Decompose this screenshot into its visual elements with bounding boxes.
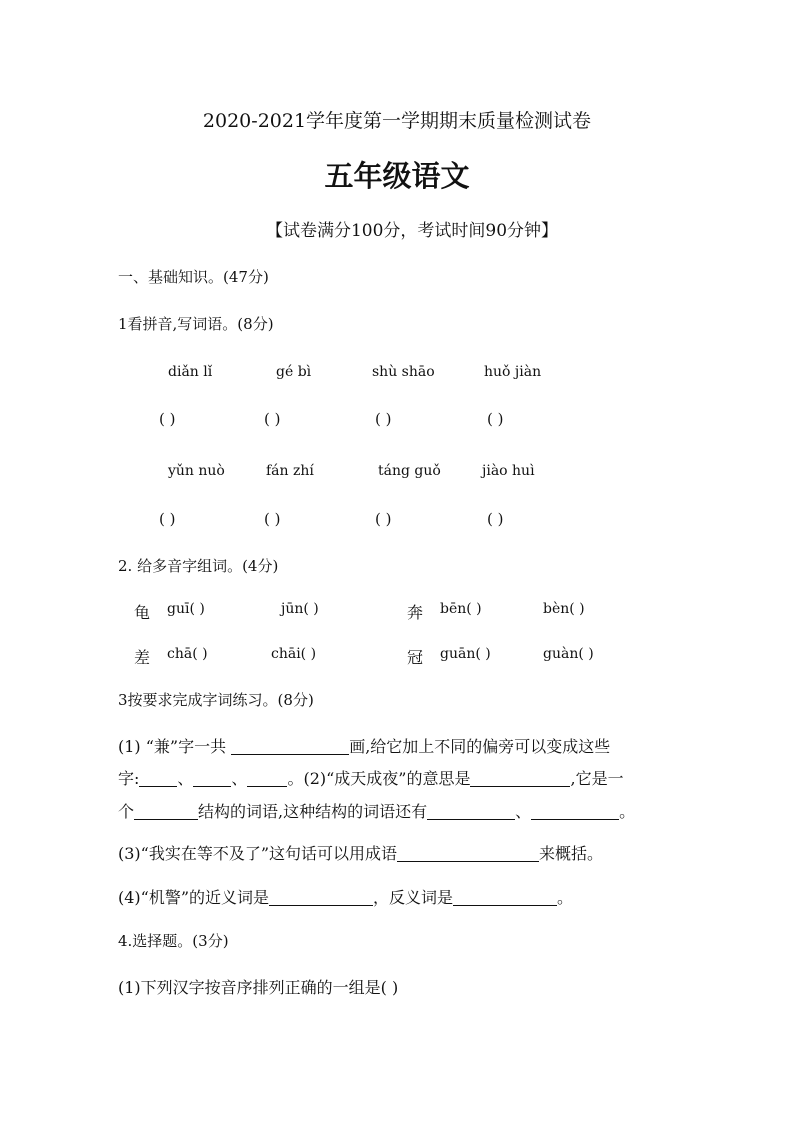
polyphone-blank[interactable]: bēn( ) xyxy=(440,601,482,617)
polyphone-blank[interactable]: guàn( ) xyxy=(543,646,594,662)
fill-blank[interactable] xyxy=(470,770,570,787)
question-3-heading: 3按要求完成字词练习。(8分) xyxy=(118,691,314,709)
answer-blank[interactable]: ( ) xyxy=(264,410,281,428)
fill-blank[interactable] xyxy=(269,889,373,906)
q3-text: 画,给它加上不同的偏旁可以变成这些 xyxy=(349,737,611,756)
answer-blank[interactable]: ( ) xyxy=(159,510,176,528)
subject-title: 五年级语文 xyxy=(324,159,470,193)
separator: 、 xyxy=(231,769,248,788)
q3-line-4 xyxy=(118,841,603,864)
fill-blank[interactable] xyxy=(134,803,198,820)
period: 。 xyxy=(619,802,636,821)
pinyin-item: diǎn lǐ xyxy=(168,364,213,380)
pinyin-item: táng guǒ xyxy=(378,463,441,479)
polyphone-char: 奔 xyxy=(407,603,424,622)
fill-blank[interactable] xyxy=(247,770,287,787)
answer-blank[interactable]: ( ) xyxy=(487,510,504,528)
q3-line-1 xyxy=(118,734,610,757)
pinyin-item: shù shāo xyxy=(372,364,435,380)
answer-blank[interactable]: ( ) xyxy=(375,510,392,528)
answer-blank[interactable]: ( ) xyxy=(159,410,176,428)
polyphone-blank[interactable]: chāi( ) xyxy=(271,646,317,662)
question-1-heading: 1看拼音,写词语。(8分) xyxy=(118,315,274,333)
pinyin-item: gé bì xyxy=(276,364,312,380)
pinyin-item: yǔn nuò xyxy=(168,463,225,479)
fill-blank[interactable] xyxy=(531,803,619,820)
period: 。 xyxy=(557,888,574,907)
q3-text: (4)“机警”的近义词是 xyxy=(118,888,270,907)
fill-blank[interactable] xyxy=(397,845,539,862)
polyphone-blank[interactable]: bèn( ) xyxy=(543,601,585,617)
q3-line-2 xyxy=(118,766,624,789)
q3-text: 结构的词语,这种结构的词语还有 xyxy=(198,802,428,821)
q3-text: ,它是一 xyxy=(570,769,624,788)
answer-blank[interactable]: ( ) xyxy=(375,410,392,428)
q3-text: (3)“我实在等不及了”这句话可以用成语 xyxy=(118,844,398,863)
separator: 、 xyxy=(177,769,194,788)
question-4-sub-1: (1)下列汉字按音序排列正确的一组是( ) xyxy=(118,978,399,997)
q3-text: ，反义词是 xyxy=(373,888,454,907)
answer-blank[interactable]: ( ) xyxy=(264,510,281,528)
section-heading: 一、基础知识。(47分) xyxy=(118,268,269,286)
pinyin-item: jiào huì xyxy=(482,463,535,479)
answer-blank[interactable]: ( ) xyxy=(487,410,504,428)
exam-info: 【试卷满分100分，考试时间90分钟】 xyxy=(265,221,559,241)
q3-text: (1) “兼”字一共 xyxy=(118,737,227,756)
exam-title: 2020-2021学年度第一学期期末质量检测试卷 xyxy=(202,110,592,132)
pinyin-item: huǒ jiàn xyxy=(484,364,542,380)
q3-text: (2)“成天成夜”的意思是 xyxy=(303,769,471,788)
polyphone-blank[interactable]: jūn( ) xyxy=(281,601,319,617)
q3-text: 字: xyxy=(118,769,140,788)
pinyin-item: fán zhí xyxy=(266,463,314,479)
polyphone-blank[interactable]: guān( ) xyxy=(440,646,491,662)
period: 。 xyxy=(287,769,304,788)
q3-text: 来概括。 xyxy=(539,844,604,863)
fill-blank[interactable] xyxy=(193,770,231,787)
fill-blank[interactable] xyxy=(427,803,515,820)
separator: 、 xyxy=(515,802,532,821)
question-4-heading: 4.选择题。(3分) xyxy=(118,932,229,950)
polyphone-char: 差 xyxy=(134,648,151,667)
q3-line-3 xyxy=(118,799,635,822)
polyphone-blank[interactable]: guī( ) xyxy=(167,601,205,617)
fill-blank[interactable] xyxy=(231,738,349,755)
question-2-heading: 2. 给多音字组词。(4分) xyxy=(118,557,279,575)
polyphone-char: 冠 xyxy=(407,648,424,667)
fill-blank[interactable] xyxy=(139,770,177,787)
fill-blank[interactable] xyxy=(453,889,557,906)
q3-text: 个 xyxy=(118,802,135,821)
polyphone-char: 龟 xyxy=(134,603,151,622)
polyphone-blank[interactable]: chā( ) xyxy=(167,646,208,662)
q3-line-5 xyxy=(118,885,573,908)
